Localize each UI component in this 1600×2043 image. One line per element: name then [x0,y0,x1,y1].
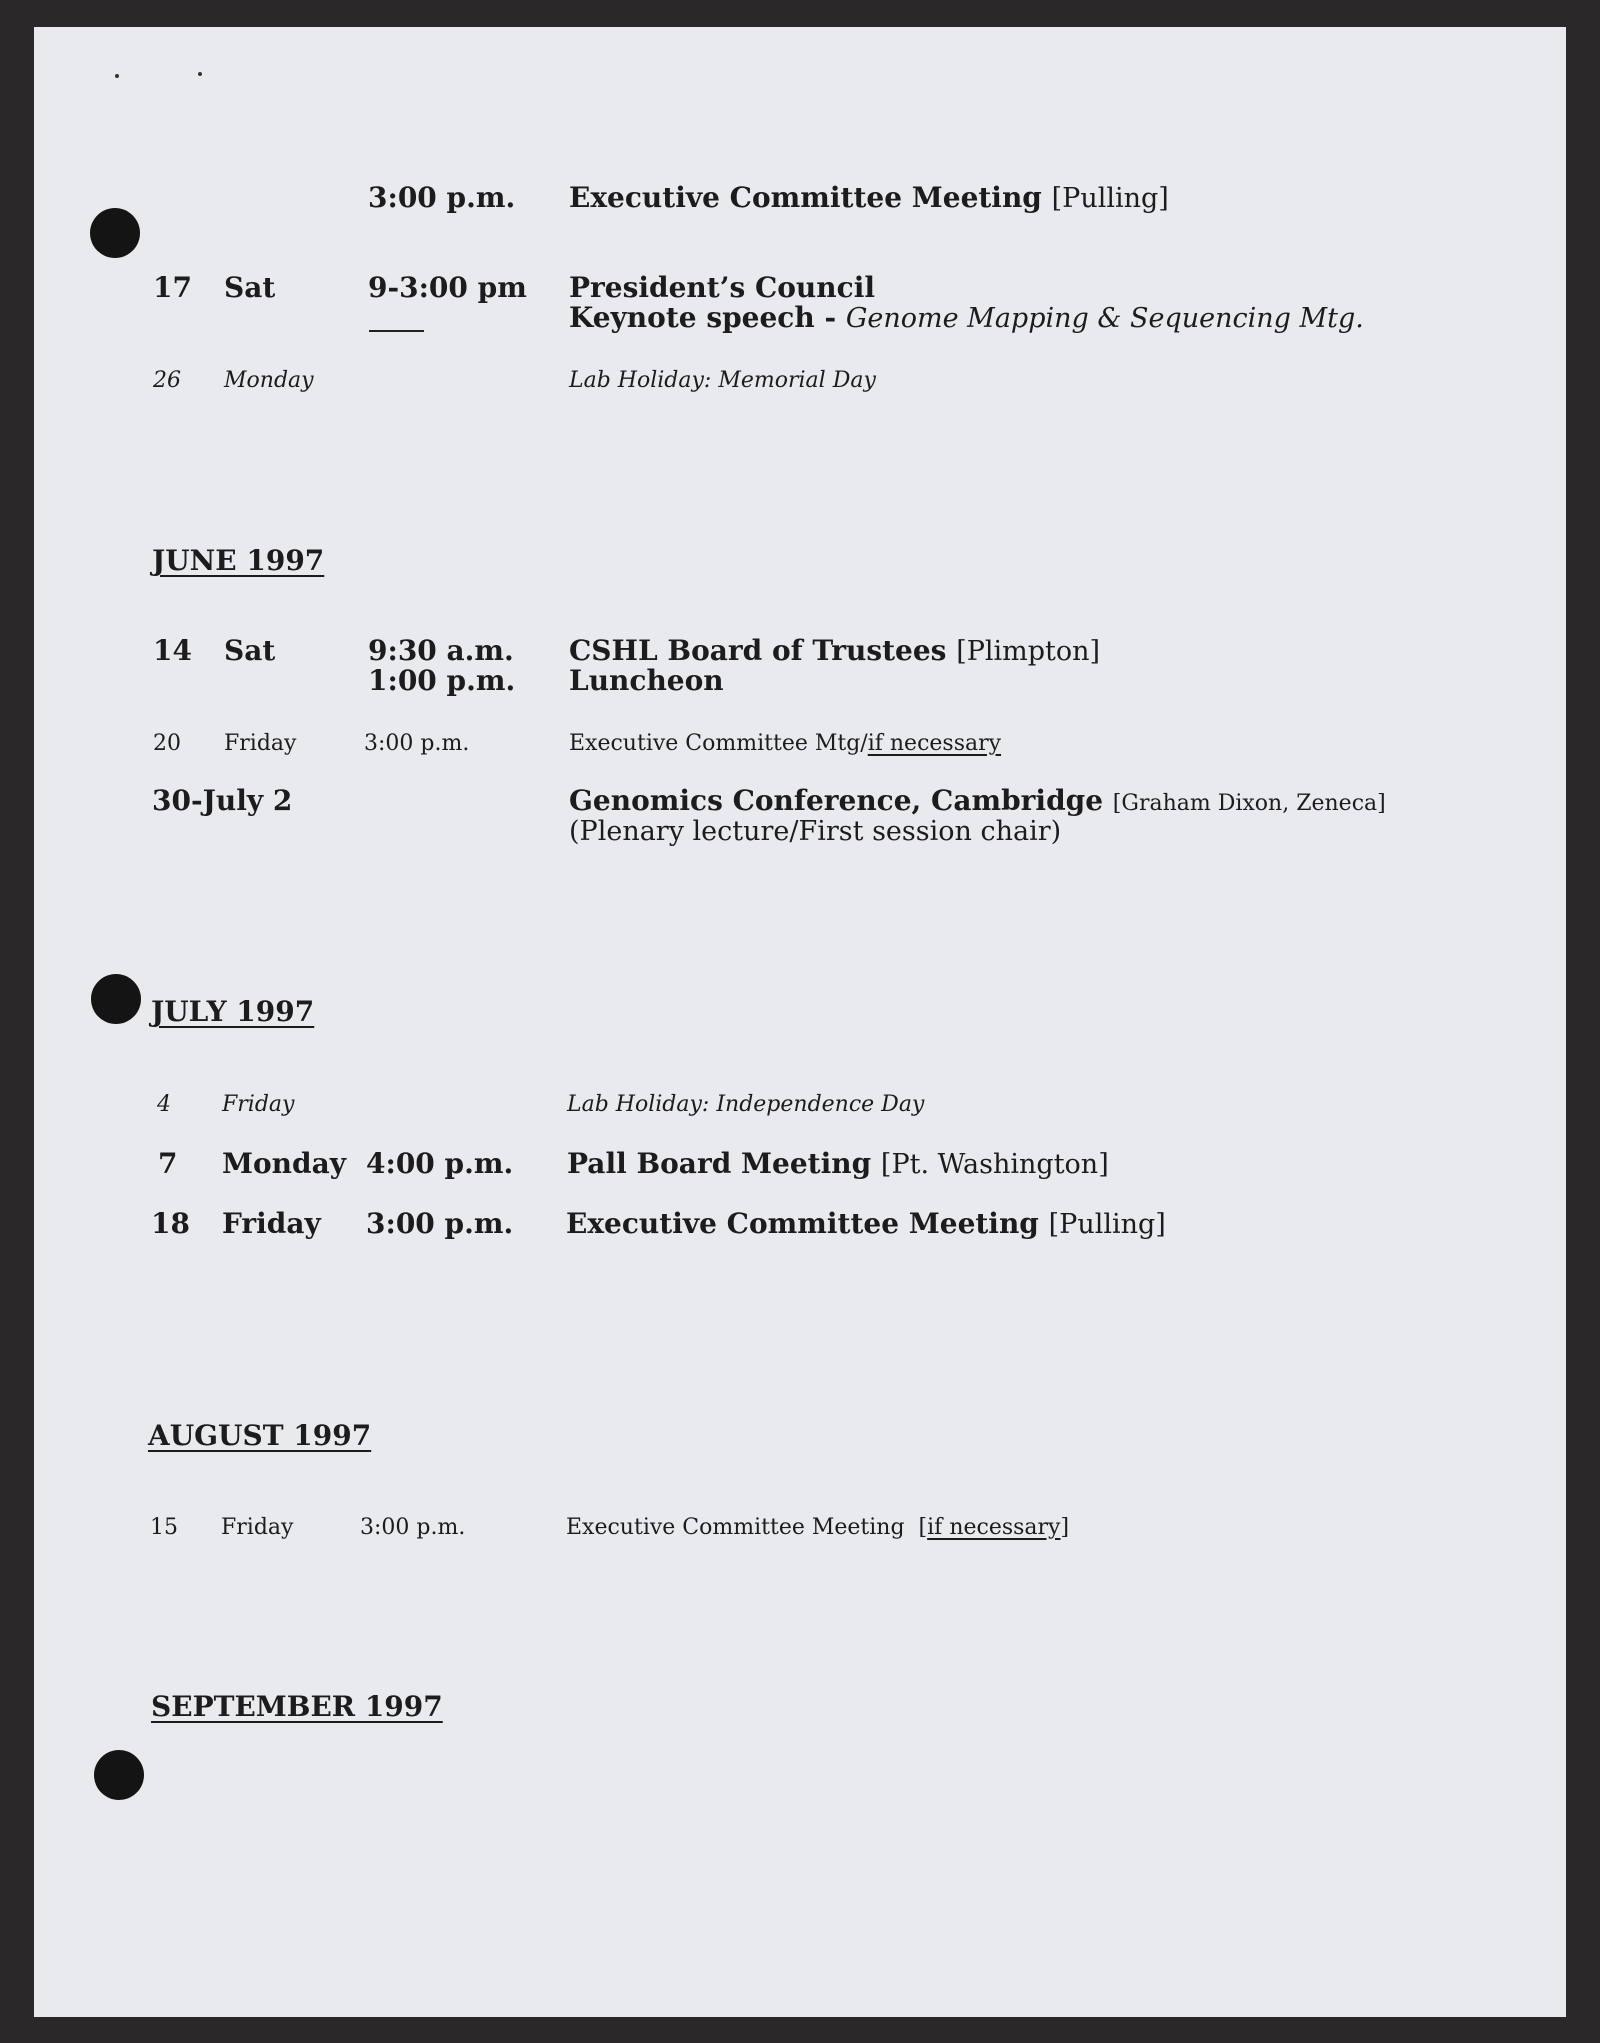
punch-hole [91,974,141,1024]
time: 3:00 p.m. [366,1207,514,1240]
time: 4:00 p.m. [366,1147,514,1180]
event-title: Keynote speech - Genome Mapping & Sequencing Mtg. [569,301,1364,334]
punch-hole [94,1750,144,1800]
holiday: Lab Holiday: Independence Day [567,1092,925,1117]
weekday: Friday [222,1092,295,1117]
time: 1:00 p.m. [368,664,516,697]
day-number: 17 [153,271,192,304]
event-title: Pall Board Meeting [Pt. Washington] [567,1147,1109,1180]
day-number: 7 [158,1147,178,1180]
holiday: Lab Holiday: Memorial Day [569,368,876,393]
month-heading: AUGUST 1997 [148,1419,372,1452]
event-title: CSHL Board of Trustees [Plimpton] [569,634,1101,667]
day-number: 26 [153,368,181,393]
day-number: 30-July 2 [152,784,293,817]
day-number: 14 [153,634,192,667]
divider-dash [369,330,424,332]
weekday: Friday [224,731,297,756]
event-title: President’s Council [569,271,875,304]
event-title: Executive Committee Meeting [if necessary] [566,1515,1070,1540]
day-number: 4 [157,1092,171,1117]
day-number: 20 [153,731,181,756]
event-title: Executive Committee Meeting [Pulling] [569,181,1169,214]
time: 3:00 p.m. [368,181,516,214]
punch-hole [90,208,140,258]
month-heading: JUNE 1997 [152,544,325,577]
weekday: Friday [221,1515,294,1540]
event-title: Genomics Conference, Cambridge [Graham Dixon, Zeneca] [569,784,1386,817]
day-number: 15 [150,1515,178,1540]
weekday: Friday [222,1207,321,1240]
event-title: Luncheon [569,664,724,697]
month-heading: SEPTEMBER 1997 [151,1690,443,1723]
speck [115,74,119,78]
time: 9-3:00 pm [368,271,527,304]
event-title: Executive Committee Mtg/if necessary [569,731,1002,756]
time: 3:00 p.m. [364,731,470,756]
time: 9:30 a.m. [368,634,514,667]
weekday: Monday [224,368,314,393]
weekday: Monday [222,1147,347,1180]
weekday: Sat [224,271,276,304]
time: 3:00 p.m. [360,1515,466,1540]
speck [198,72,202,76]
event-title: Executive Committee Meeting [Pulling] [566,1207,1166,1240]
month-heading: JULY 1997 [151,995,315,1028]
event-detail: (Plenary lecture/First session chair) [569,816,1062,847]
day-number: 18 [151,1207,190,1240]
weekday: Sat [224,634,276,667]
